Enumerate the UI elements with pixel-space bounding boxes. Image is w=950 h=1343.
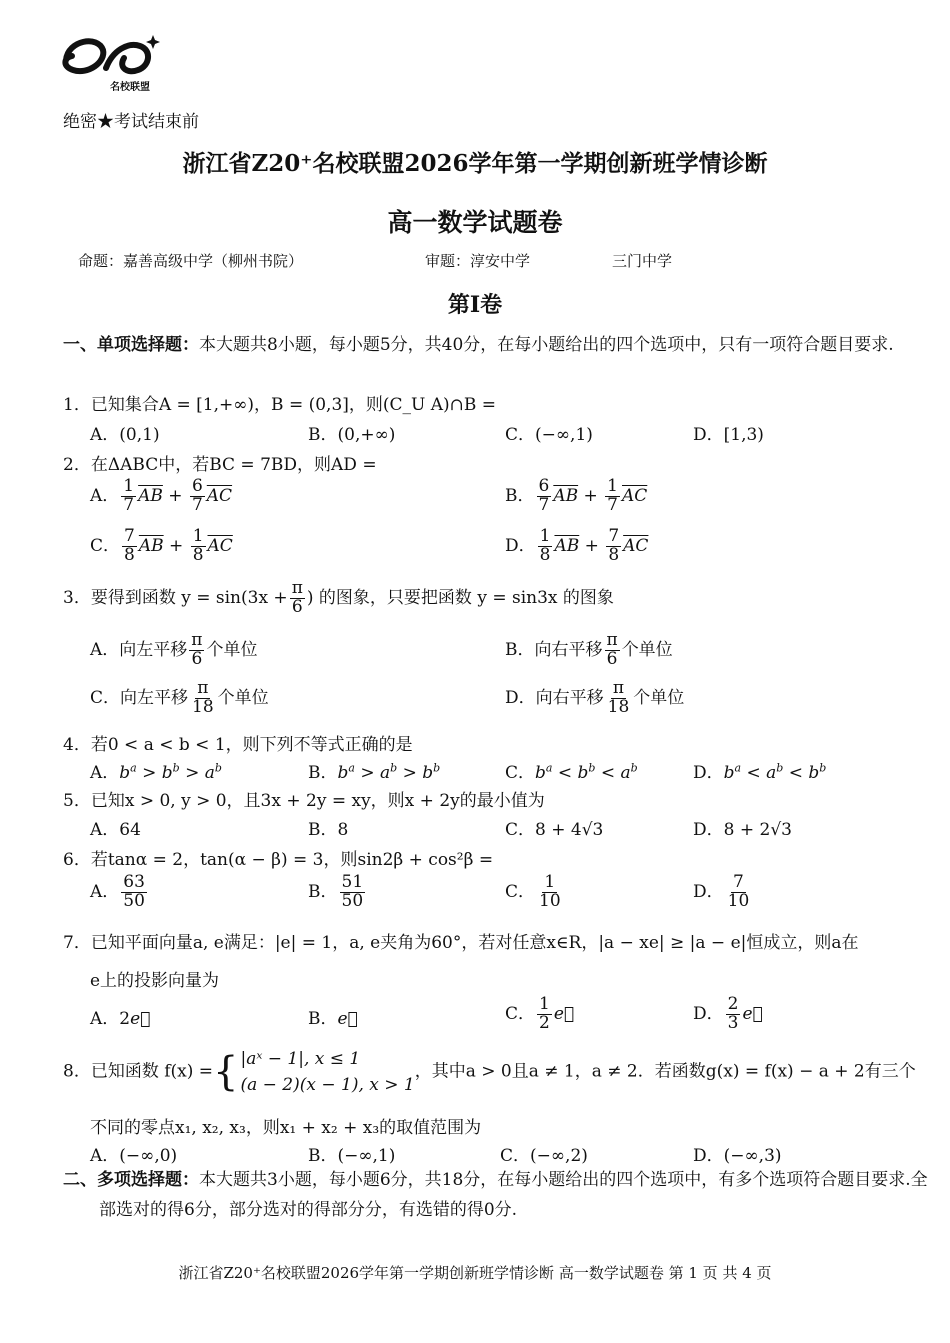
q7-option-b: B．e⃗	[308, 1009, 358, 1029]
q2-option-a: A． $\frac{1}{7}$ $\overline{AB}$ + $\frac{6}{7}$ $\overline{AC}$	[90, 476, 233, 515]
section-2-instructions	[63, 1165, 929, 1225]
q4-option-d: D．$b^a < a^b < b^b$	[693, 761, 827, 783]
q1-option-a: A．(0,1)	[90, 425, 160, 445]
proposer-credit: 命题：嘉善高级中学（柳州书院）	[78, 252, 304, 270]
q6-option-d: D． $\frac{7}{10}$	[693, 872, 750, 911]
question-5: 5．已知x > 0, y > 0，且3x + 2y = xy，则x + 2y的最小值为	[63, 791, 545, 811]
q2-option-c: C． $\frac{7}{8}$ $\overline{AB}$ + $\frac{1}{8}$ $\overline{AC}$	[90, 526, 233, 565]
q3-option-d: D．向右平移 $\frac{\pi}{18}$ 个单位	[505, 678, 685, 717]
q8-option-d: D．(−∞,3)	[693, 1146, 782, 1166]
question-7: 7．已知平面向量a, e满足：|e| = 1，a, e夹角为60°，若对任意x∈R，|a − xe| ≥ |a − e|恒成立，则a在	[63, 933, 859, 953]
q6-option-b: B． $\frac{51}{50}$	[308, 872, 364, 911]
question-4: 4．若0 < a < b < 1，则下列不等式正确的是	[63, 735, 413, 755]
reviewer-credit-2: 三门中学	[612, 252, 673, 270]
reviewer-credit: 审题：淳安中学	[425, 252, 531, 270]
q3-option-c: C．向左平移 $\frac{\pi}{18}$ 个单位	[90, 678, 269, 717]
question-2: 2．在ΔABC中，若BC = 7BD，则AD =	[63, 455, 377, 475]
logo-text: 名校联盟	[110, 82, 150, 93]
q4-option-b: B．$b^a > a^b > b^b$	[308, 761, 441, 783]
exam-subtitle: 高一数学试题卷	[387, 208, 563, 237]
question-8: 8．已知函数 f(x) ={ |aˣ − 1|, x ≤ 1 (a − 2)(x − 1), x > 1 ，其中a > 0且a ≠ 1，a ≠ 2．若函数g(x) = f(x) − a + 2有三个	[63, 1046, 916, 1098]
piecewise-brace: {	[213, 1049, 239, 1095]
q3-option-a: A．向左平移 $\frac{\pi}{6}$ 个单位	[90, 630, 258, 669]
question-7-stem-line2: e上的投影向量为	[90, 971, 220, 991]
question-8-stem-line2: 不同的零点x₁, x₂, x₃，则x₁ + x₂ + x₃的取值范围为	[90, 1118, 482, 1138]
q5-option-a: A．64	[90, 820, 141, 840]
section-1-instructions	[63, 330, 929, 360]
question-1: 1．已知集合A = [1,+∞)，B = (0,3]，则(C_U A)∩B =	[63, 395, 497, 415]
q4-option-c: C．$b^a < b^b < a^b$	[505, 761, 638, 783]
question-6-stem: 若tanα = 2，tan(α − β) = 3，则sin2β + cos²β =	[90, 850, 494, 870]
question-6: 6．若tanα = 2，tan(α − β) = 3，则sin2β + cos²β =	[63, 850, 494, 870]
q6-option-a: A． $\frac{63}{50}$	[90, 872, 145, 911]
question-3: 3．要得到函数 y = sin(3x + $\frac{\pi}{6}$ ) 的图象，只要把函数 y = sin3x 的图象	[63, 578, 614, 617]
section-1-text: 本大题共8小题，每小题5分，共40分，在每小题给出的四个选项中，只有一项符合题目要求.	[199, 335, 894, 355]
question-1-stem: 已知集合A = [1,+∞)，B = (0,3]，则(C_U A)∩B =	[90, 395, 497, 415]
q6-option-c: C． $\frac{1}{10}$	[505, 872, 561, 911]
question-5-stem: 已知x > 0, y > 0，且3x + 2y = xy，则x + 2y的最小值为	[90, 791, 545, 811]
section-2-heading: 二、多项选择题：	[63, 1170, 199, 1190]
exam-title: 浙江省Z20⁺名校联盟2026学年第一学期创新班学情诊断	[182, 150, 768, 177]
question-2-stem: 在ΔABC中，若BC = 7BD，则AD =	[90, 455, 377, 475]
piecewise-case-2: (a − 2)(x − 1), x > 1	[240, 1075, 415, 1095]
q8-option-b: B．(−∞,1)	[308, 1146, 396, 1166]
q2-option-d: D． $\frac{1}{8}$ $\overline{AB}$ + $\frac{7}{8}$ $\overline{AC}$	[505, 526, 649, 565]
q7-option-d: D． $\frac{2}{3}$ e⃗	[693, 994, 763, 1033]
q7-option-c: C． $\frac{1}{2}$ e⃗	[505, 994, 575, 1033]
q5-option-b: B．8	[308, 820, 349, 840]
q5-option-c: C．8 + 4√3	[505, 820, 604, 840]
question-7-stem-line1: 已知平面向量a, e满足：|e| = 1，a, e夹角为60°，若对任意x∈R，|a − xe| ≥ |a − e|恒成立，则a在	[90, 933, 859, 953]
piecewise-case-1: |aˣ − 1|, x ≤ 1	[240, 1049, 361, 1069]
q8-option-c: C．(−∞,2)	[500, 1146, 588, 1166]
q8-option-a: A．(−∞,0)	[90, 1146, 178, 1166]
q1-option-b: B．(0,+∞)	[308, 425, 396, 445]
q1-option-c: C．(−∞,1)	[505, 425, 593, 445]
school-alliance-logo	[58, 30, 168, 100]
volume-heading: 第Ⅰ卷	[447, 292, 503, 318]
confidential-notice: 绝密★考试结束前	[63, 112, 199, 132]
question-4-stem: 若0 < a < b < 1，则下列不等式正确的是	[90, 735, 413, 755]
q5-option-d: D．8 + 2√3	[693, 820, 792, 840]
q1-option-d: D．[1,3)	[693, 425, 764, 445]
section-1-heading: 一、单项选择题：	[63, 335, 199, 355]
section-2-text: 本大题共3小题，每小题6分，共18分，在每小题给出的四个选项中，有多个选项符合题目要求.全部选对的得6分，部分选对的得部分分，有选错的得0分.	[99, 1170, 928, 1220]
q3-option-b: B．向右平移 $\frac{\pi}{6}$ 个单位	[505, 630, 673, 669]
q7-option-a: A．2e⃗	[90, 1009, 151, 1029]
page-footer: 浙江省Z20⁺名校联盟2026学年第一学期创新班学情诊断 高一数学试题卷 第 1 页 共 4 页	[178, 1264, 772, 1282]
q2-option-b: B． $\frac{6}{7}$ $\overline{AB}$ + $\frac{1}{7}$ $\overline{AC}$	[505, 476, 648, 515]
q4-option-a: A．$b^a > b^b > a^b$	[90, 761, 222, 783]
